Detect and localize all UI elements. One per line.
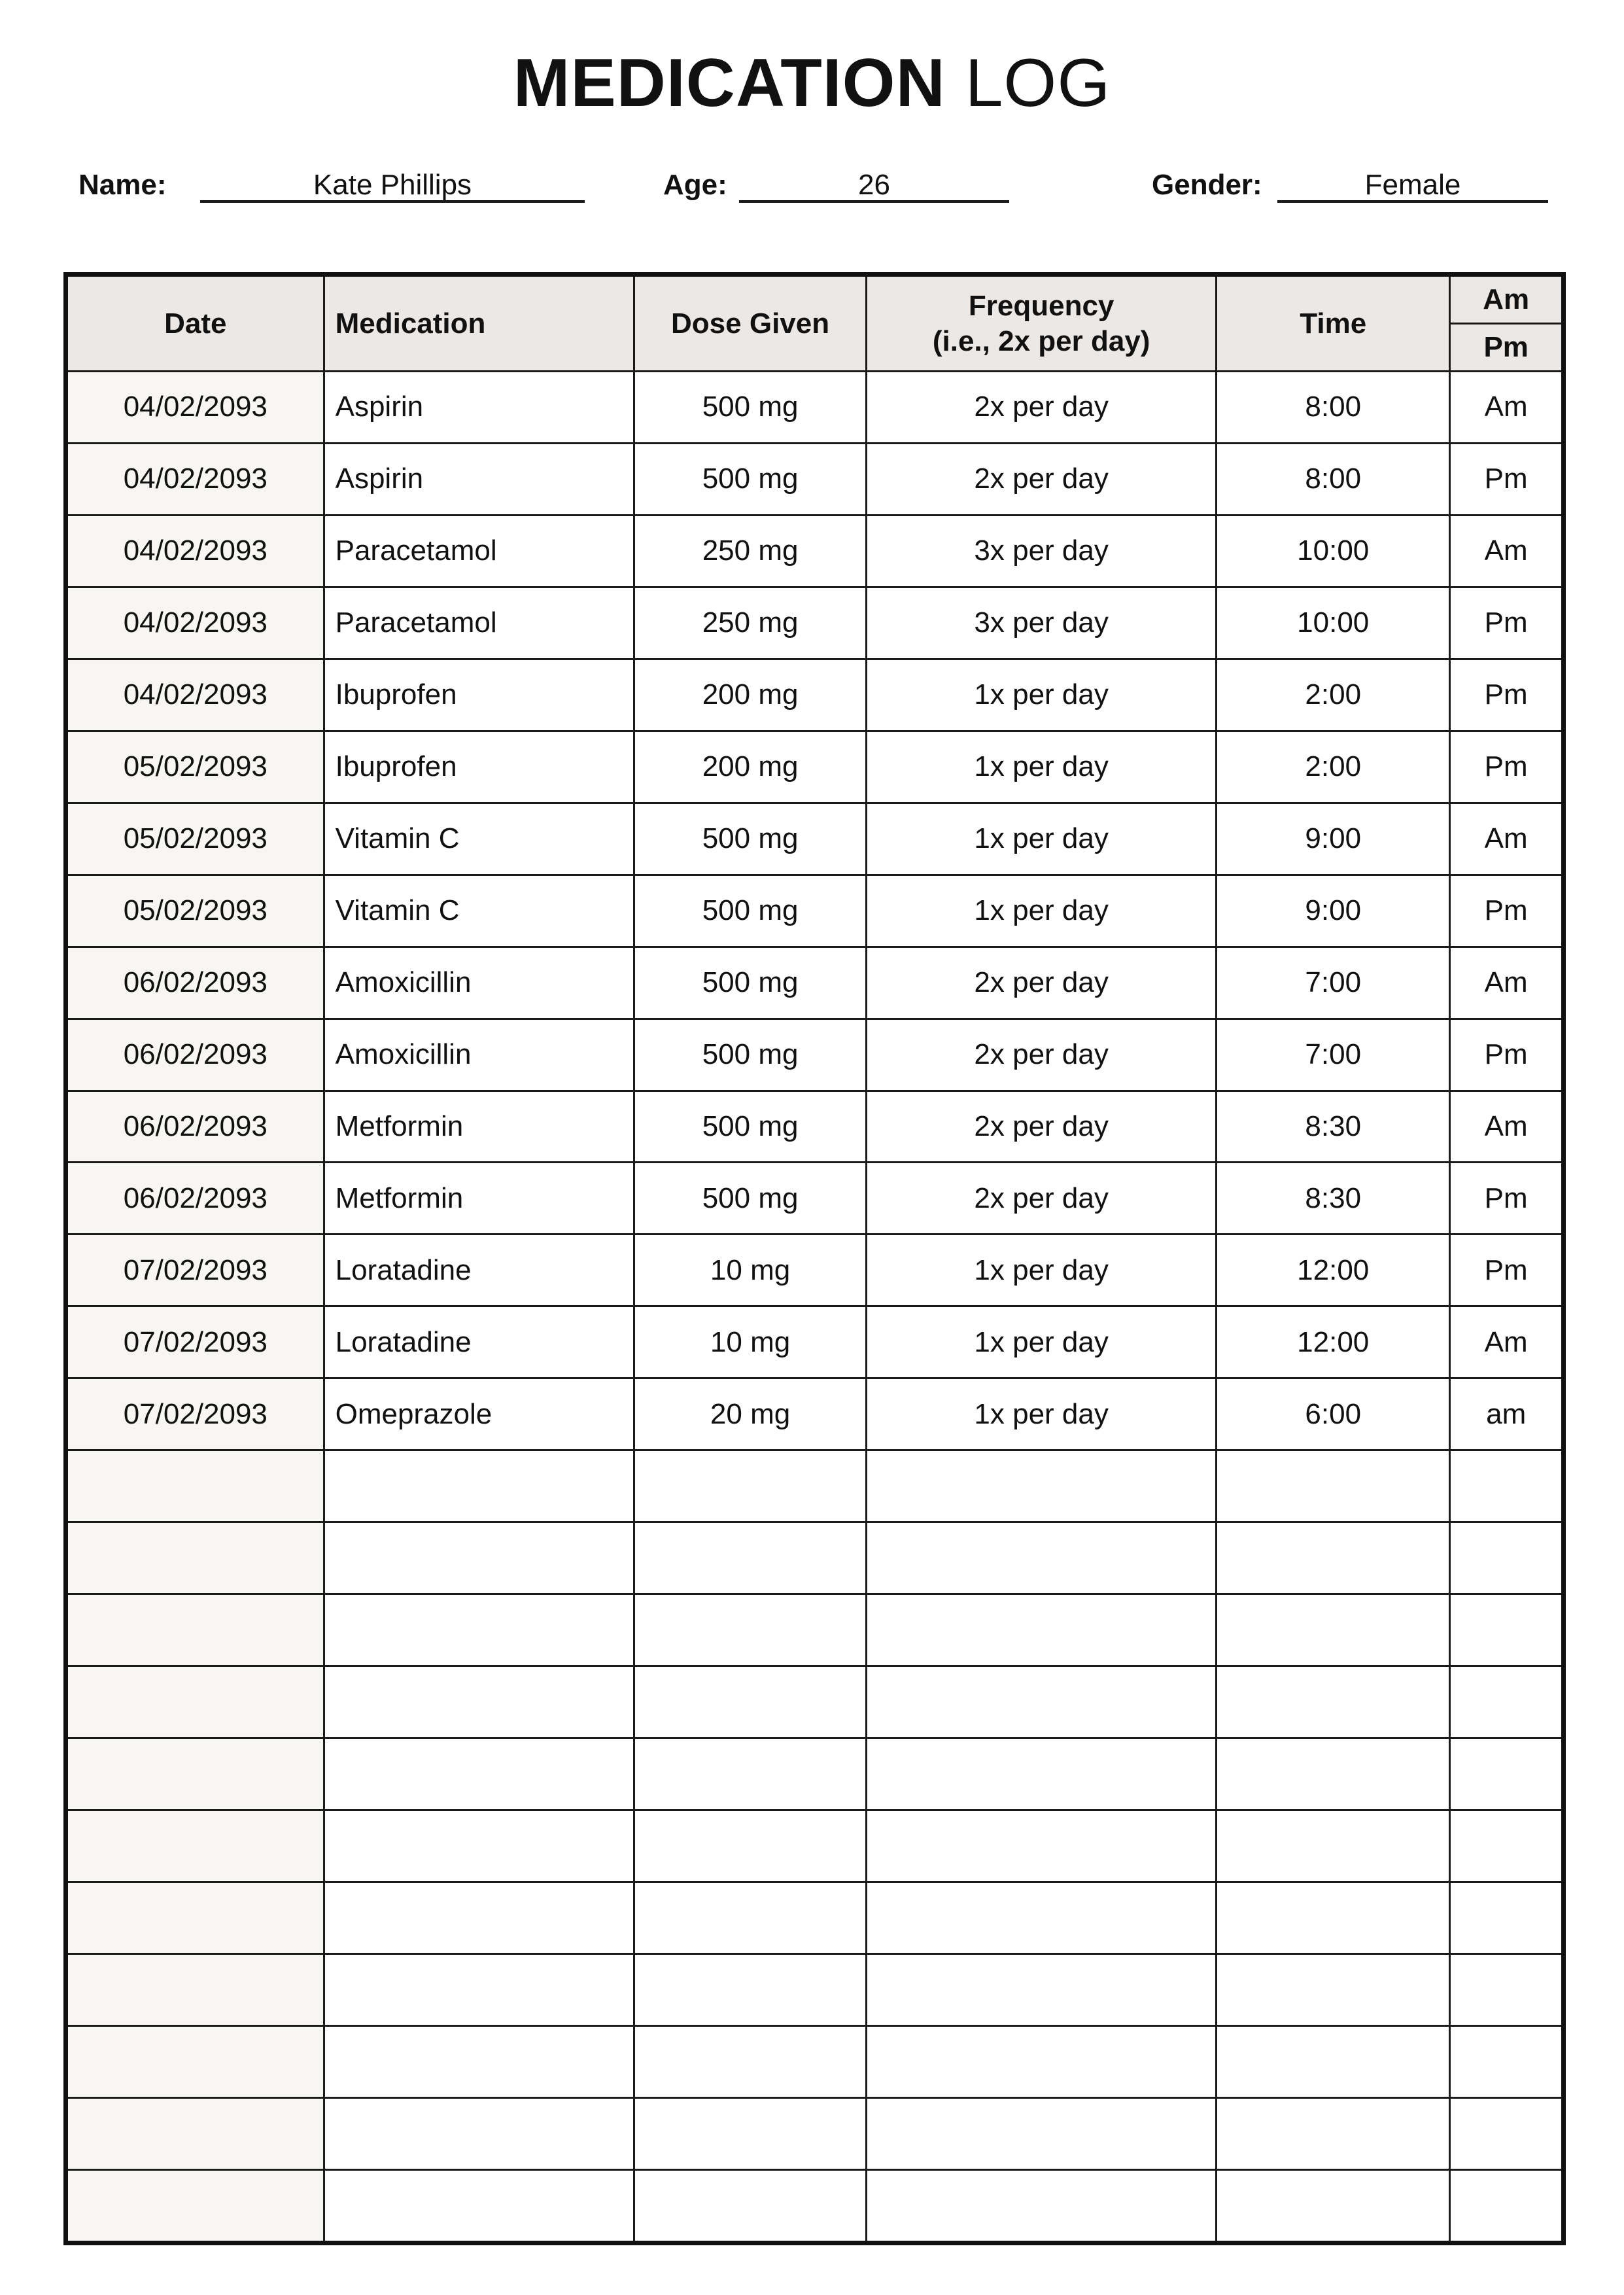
dose-cell[interactable]: 10 mg (634, 1235, 866, 1306)
header-frequency (867, 275, 1217, 372)
time-cell[interactable]: 10:00 (1217, 587, 1450, 659)
date-cell[interactable]: 07/02/2093 (66, 1306, 324, 1378)
medication-cell[interactable] (324, 1882, 634, 1954)
table-row (66, 1378, 1564, 1450)
dose-cell[interactable] (634, 1738, 866, 1810)
table-row (66, 1235, 1564, 1306)
table-row (66, 515, 1564, 587)
title-bold: MEDICATION (513, 45, 946, 121)
medication-cell[interactable]: Vitamin C (324, 875, 634, 947)
medication-cell[interactable]: Paracetamol (324, 515, 634, 587)
dose-cell[interactable] (634, 1882, 866, 1954)
name-label: Name: (78, 169, 167, 201)
time-cell[interactable]: 9:00 (1217, 803, 1450, 875)
time-cell[interactable] (1217, 2025, 1450, 2097)
ampm-cell[interactable] (1450, 1666, 1564, 1738)
date-cell[interactable] (66, 1810, 324, 1882)
time-cell[interactable] (1217, 2097, 1450, 2169)
medication-cell[interactable] (324, 1450, 634, 1522)
frequency-cell[interactable]: 2x per day (867, 1163, 1217, 1235)
ampm-cell[interactable] (1450, 2097, 1564, 2169)
table-row (66, 1738, 1564, 1810)
age-label: Age: (663, 169, 727, 201)
medication-cell[interactable]: Vitamin C (324, 803, 634, 875)
frequency-cell[interactable]: 2x per day (867, 1019, 1217, 1091)
time-cell[interactable]: 2:00 (1217, 731, 1450, 803)
medication-cell[interactable] (324, 2169, 634, 2243)
header-dose: Dose Given (634, 275, 866, 372)
frequency-cell[interactable] (867, 1594, 1217, 1666)
medication-cell[interactable]: Aspirin (324, 443, 634, 515)
medication-cell[interactable]: Amoxicillin (324, 1019, 634, 1091)
header-frequency-line2: (i.e., 2x per day) (932, 324, 1150, 357)
ampm-cell[interactable]: Pm (1450, 1019, 1564, 1091)
frequency-cell[interactable]: 1x per day (867, 1378, 1217, 1450)
frequency-cell[interactable]: 2x per day (867, 372, 1217, 444)
time-cell[interactable]: 8:00 (1217, 372, 1450, 444)
ampm-cell[interactable]: am (1450, 1378, 1564, 1450)
medication-cell[interactable]: Metformin (324, 1163, 634, 1235)
date-cell[interactable]: 04/02/2093 (66, 443, 324, 515)
date-cell[interactable] (66, 1522, 324, 1594)
time-cell[interactable]: 12:00 (1217, 1235, 1450, 1306)
frequency-cell[interactable] (867, 2025, 1217, 2097)
time-cell[interactable] (1217, 1882, 1450, 1954)
ampm-cell[interactable] (1450, 1594, 1564, 1666)
frequency-cell[interactable]: 2x per day (867, 443, 1217, 515)
date-cell[interactable]: 04/02/2093 (66, 659, 324, 731)
table-row (66, 1450, 1564, 1522)
date-cell[interactable]: 07/02/2093 (66, 1378, 324, 1450)
time-cell[interactable]: 2:00 (1217, 659, 1450, 731)
medication-cell[interactable] (324, 1522, 634, 1594)
medication-cell[interactable] (324, 1738, 634, 1810)
table-row (66, 947, 1564, 1019)
date-cell[interactable] (66, 1738, 324, 1810)
medication-cell[interactable]: Amoxicillin (324, 947, 634, 1019)
dose-cell[interactable]: 200 mg (634, 659, 866, 731)
date-cell[interactable]: 06/02/2093 (66, 947, 324, 1019)
ampm-cell[interactable]: Am (1450, 372, 1564, 444)
frequency-cell[interactable]: 1x per day (867, 875, 1217, 947)
medication-cell[interactable]: Metformin (324, 1091, 634, 1163)
frequency-cell[interactable]: 1x per day (867, 731, 1217, 803)
medication-cell[interactable]: Loratadine (324, 1306, 634, 1378)
date-cell[interactable] (66, 1882, 324, 1954)
table-row (66, 443, 1564, 515)
medication-cell[interactable]: Paracetamol (324, 587, 634, 659)
ampm-cell[interactable]: Pm (1450, 587, 1564, 659)
ampm-cell[interactable] (1450, 1953, 1564, 2025)
time-cell[interactable]: 8:30 (1217, 1091, 1450, 1163)
table-row (66, 1522, 1564, 1594)
date-cell[interactable] (66, 1666, 324, 1738)
frequency-cell[interactable] (867, 1522, 1217, 1594)
medication-cell[interactable]: Ibuprofen (324, 659, 634, 731)
dose-cell[interactable]: 500 mg (634, 875, 866, 947)
ampm-cell[interactable] (1450, 1522, 1564, 1594)
header-time: Time (1217, 275, 1450, 372)
ampm-cell[interactable] (1450, 1738, 1564, 1810)
time-cell[interactable] (1217, 1450, 1450, 1522)
time-cell[interactable] (1217, 1738, 1450, 1810)
time-cell[interactable] (1217, 1522, 1450, 1594)
ampm-cell[interactable]: Pm (1450, 731, 1564, 803)
medication-cell[interactable]: Loratadine (324, 1235, 634, 1306)
date-cell[interactable]: 04/02/2093 (66, 372, 324, 444)
time-cell[interactable] (1217, 1953, 1450, 2025)
dose-cell[interactable]: 500 mg (634, 1019, 866, 1091)
header-medication: Medication (324, 275, 634, 372)
page-title (0, 41, 1624, 126)
dose-cell[interactable] (634, 1666, 866, 1738)
table-row (66, 1091, 1564, 1163)
header-pm: Pm (1450, 324, 1564, 372)
date-cell[interactable]: 04/02/2093 (66, 587, 324, 659)
ampm-cell[interactable]: Am (1450, 515, 1564, 587)
time-cell[interactable]: 9:00 (1217, 875, 1450, 947)
table-row (66, 1019, 1564, 1091)
time-cell[interactable]: 8:00 (1217, 443, 1450, 515)
header-date: Date (66, 275, 324, 372)
dose-cell[interactable] (634, 1953, 866, 2025)
ampm-cell[interactable] (1450, 1882, 1564, 1954)
dose-cell[interactable]: 500 mg (634, 443, 866, 515)
table-row (66, 1810, 1564, 1882)
time-cell[interactable] (1217, 1810, 1450, 1882)
dose-cell[interactable]: 500 mg (634, 803, 866, 875)
title-light: LOG (965, 45, 1111, 121)
time-cell[interactable]: 7:00 (1217, 1019, 1450, 1091)
ampm-cell[interactable]: Pm (1450, 659, 1564, 731)
medication-cell[interactable]: Ibuprofen (324, 731, 634, 803)
dose-cell[interactable]: 500 mg (634, 947, 866, 1019)
medication-cell[interactable] (324, 1666, 634, 1738)
medication-cell[interactable] (324, 1594, 634, 1666)
time-cell[interactable] (1217, 1666, 1450, 1738)
table-row (66, 1666, 1564, 1738)
dose-cell[interactable]: 500 mg (634, 1163, 866, 1235)
frequency-cell[interactable] (867, 2097, 1217, 2169)
table-row (66, 1882, 1564, 1954)
table-row (66, 1163, 1564, 1235)
frequency-cell[interactable]: 1x per day (867, 803, 1217, 875)
time-cell[interactable]: 10:00 (1217, 515, 1450, 587)
dose-cell[interactable] (634, 2025, 866, 2097)
ampm-cell[interactable]: Am (1450, 803, 1564, 875)
frequency-cell[interactable]: 2x per day (867, 947, 1217, 1019)
dose-cell[interactable]: 250 mg (634, 587, 866, 659)
header-am: Am (1450, 275, 1564, 324)
date-cell[interactable]: 06/02/2093 (66, 1019, 324, 1091)
dose-cell[interactable] (634, 1450, 866, 1522)
age-field[interactable]: 26 (739, 164, 1009, 203)
date-cell[interactable] (66, 2097, 324, 2169)
dose-cell[interactable]: 200 mg (634, 731, 866, 803)
date-cell[interactable] (66, 2169, 324, 2243)
table-row (66, 1953, 1564, 2025)
date-cell[interactable]: 04/02/2093 (66, 515, 324, 587)
medication-cell[interactable] (324, 1810, 634, 1882)
dose-cell[interactable] (634, 2097, 866, 2169)
table-body (66, 372, 1564, 2243)
medication-cell[interactable]: Aspirin (324, 372, 634, 444)
table-row (66, 803, 1564, 875)
frequency-cell[interactable] (867, 1953, 1217, 2025)
dose-cell[interactable]: 500 mg (634, 372, 866, 444)
time-cell[interactable] (1217, 1594, 1450, 1666)
frequency-cell[interactable] (867, 1810, 1217, 1882)
time-cell[interactable]: 8:30 (1217, 1163, 1450, 1235)
time-cell[interactable]: 12:00 (1217, 1306, 1450, 1378)
frequency-cell[interactable]: 1x per day (867, 1306, 1217, 1378)
frequency-cell[interactable] (867, 2169, 1217, 2243)
table-row (66, 587, 1564, 659)
table-row (66, 2097, 1564, 2169)
medication-cell[interactable]: Omeprazole (324, 1378, 634, 1450)
date-cell[interactable]: 07/02/2093 (66, 1235, 324, 1306)
ampm-cell[interactable] (1450, 1810, 1564, 1882)
frequency-cell[interactable]: 1x per day (867, 659, 1217, 731)
medication-log-table (63, 272, 1566, 2245)
table-row (66, 2169, 1564, 2243)
dose-cell[interactable]: 20 mg (634, 1378, 866, 1450)
name-field[interactable]: Kate Phillips (200, 164, 585, 203)
date-cell[interactable]: 05/02/2093 (66, 731, 324, 803)
dose-cell[interactable] (634, 2169, 866, 2243)
frequency-cell[interactable]: 1x per day (867, 1235, 1217, 1306)
date-cell[interactable] (66, 1953, 324, 2025)
dose-cell[interactable] (634, 1522, 866, 1594)
ampm-cell[interactable]: Am (1450, 1091, 1564, 1163)
table-header-row (66, 275, 1564, 324)
medication-cell[interactable] (324, 2025, 634, 2097)
ampm-cell[interactable]: Am (1450, 947, 1564, 1019)
header-frequency-line1: Frequency (968, 289, 1114, 322)
table-row (66, 659, 1564, 731)
ampm-cell[interactable]: Am (1450, 1306, 1564, 1378)
frequency-cell[interactable] (867, 1666, 1217, 1738)
medication-cell[interactable] (324, 1953, 634, 2025)
frequency-cell[interactable]: 3x per day (867, 515, 1217, 587)
date-cell[interactable]: 06/02/2093 (66, 1163, 324, 1235)
table-row (66, 875, 1564, 947)
table-row (66, 731, 1564, 803)
frequency-cell[interactable] (867, 1450, 1217, 1522)
ampm-cell[interactable] (1450, 1450, 1564, 1522)
table-row (66, 2025, 1564, 2097)
date-cell[interactable]: 06/02/2093 (66, 1091, 324, 1163)
time-cell[interactable]: 7:00 (1217, 947, 1450, 1019)
date-cell[interactable] (66, 1594, 324, 1666)
dose-cell[interactable] (634, 1594, 866, 1666)
date-cell[interactable]: 05/02/2093 (66, 803, 324, 875)
gender-label: Gender: (1152, 169, 1262, 201)
dose-cell[interactable]: 500 mg (634, 1091, 866, 1163)
ampm-cell[interactable] (1450, 2025, 1564, 2097)
dose-cell[interactable] (634, 1810, 866, 1882)
dose-cell[interactable]: 250 mg (634, 515, 866, 587)
frequency-cell[interactable]: 3x per day (867, 587, 1217, 659)
gender-field[interactable]: Female (1277, 164, 1548, 203)
ampm-cell[interactable] (1450, 2169, 1564, 2243)
date-cell[interactable] (66, 2025, 324, 2097)
table-row (66, 372, 1564, 444)
date-cell[interactable] (66, 1450, 324, 1522)
table-row (66, 1594, 1564, 1666)
ampm-cell[interactable]: Pm (1450, 875, 1564, 947)
ampm-cell[interactable]: Pm (1450, 1163, 1564, 1235)
date-cell[interactable]: 05/02/2093 (66, 875, 324, 947)
time-cell[interactable] (1217, 2169, 1450, 2243)
frequency-cell[interactable] (867, 1882, 1217, 1954)
ampm-cell[interactable]: Pm (1450, 1235, 1564, 1306)
dose-cell[interactable]: 10 mg (634, 1306, 866, 1378)
medication-cell[interactable] (324, 2097, 634, 2169)
ampm-cell[interactable]: Pm (1450, 443, 1564, 515)
frequency-cell[interactable] (867, 1738, 1217, 1810)
table-row (66, 1306, 1564, 1378)
time-cell[interactable]: 6:00 (1217, 1378, 1450, 1450)
frequency-cell[interactable]: 2x per day (867, 1091, 1217, 1163)
